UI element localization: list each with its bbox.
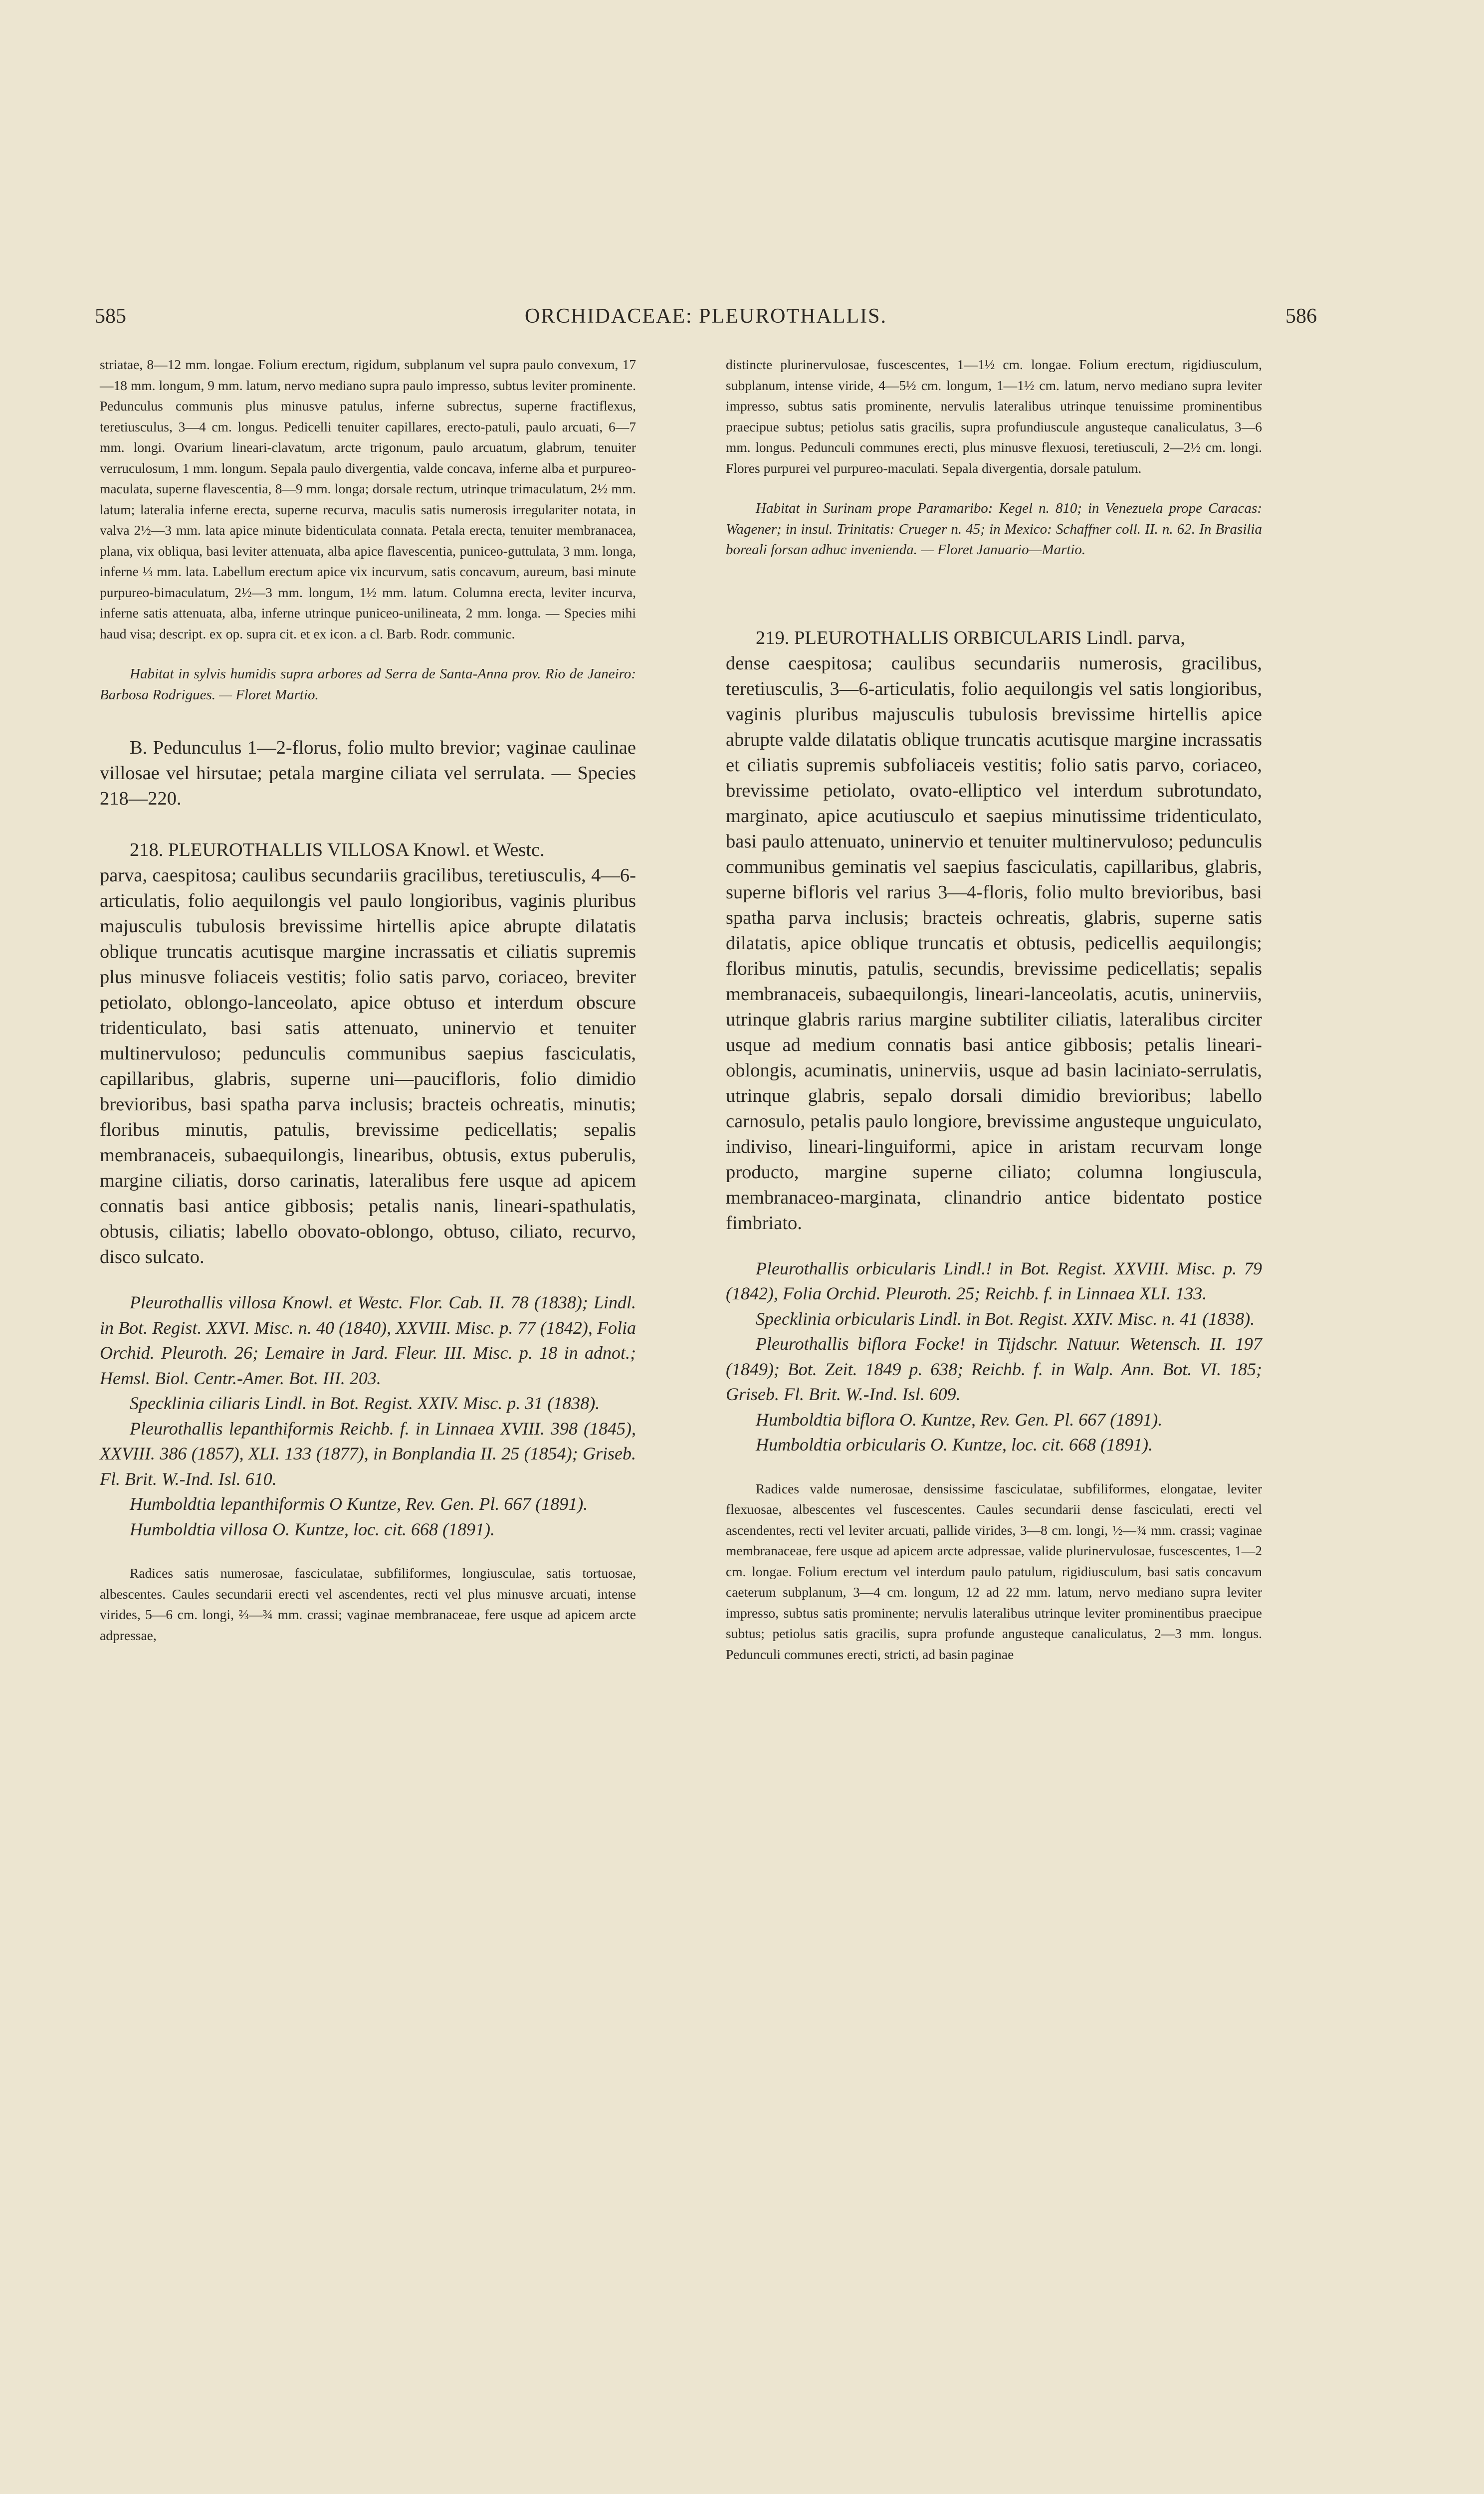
page-number-left: 585 — [95, 305, 126, 328]
species-219-heading-tail: parva, — [1137, 627, 1185, 648]
species-219-description: Radices valde numerosae, densissime fasciculatae, subfiliformes, elongatae, leviter flexuosae, albescentes vel fuscescentes. Caules secundarii dense fasciculati, erecti vel ascendentes, recti vel leviter arcuati, pallide virides, 3—8 cm. longi, ½—¾ mm. crassi; vaginae membranaceae, fere usque ad apicem arcte adpressae, valide plurinervulosae, fuscescentes, 1—2 cm. longae. Folium erectum vel interdum paulo patulum, rigidiusculum, basi satis concavum caeterum subplanum, 3—4 cm. longum, 12 ad 22 mm. latum, nervo mediano supra leviter impresso, subtus satis prominente; nervulis lateralibus utrinque leviter prominentibus praecipue subtus; petiolus satis gracilis, supra profunde angusteque canaliculatus, 2—3 mm. longus. Pedunculi communes erecti, stricti, ad basin paginae — [726, 1480, 1262, 1662]
species-218-heading: 218. PLEUROTHALLIS VILLOSA Knowl. et Westc. — [130, 839, 545, 860]
synonym: Specklinia ciliaris Lindl. in Bot. Regist. XXIV. Misc. p. 31 (1838). — [130, 1393, 600, 1413]
synonym: Pleurothallis biflora Focke! in Tijdschr. Natuur. Wetensch. II. 197 (1849); Bot. Zeit. 1849 p. 638; Reichb. f. in Walp. Ann. Bot. VI. 185; Griseb. Fl. Brit. W.-Ind. Isl. 609. — [726, 1334, 1262, 1404]
right-column — [726, 354, 1262, 1664]
synonym: Pleurothallis orbicularis Lindl.! in Bot. Regist. XXVIII. Misc. p. 79 (1842), Folia Orchid. Pleuroth. 25; Reichb. f. in Linnaea XLI. 133. — [726, 1258, 1262, 1303]
running-title: ORCHIDACEAE: PLEUROTHALLIS. — [525, 305, 887, 328]
species-219-name: 219. PLEUROTHALLIS ORBICULARIS Lindl. — [756, 627, 1133, 648]
left-column — [100, 354, 636, 1646]
synonym: Humboldtia orbicularis O. Kuntze, loc. cit. 668 (1891). — [756, 1435, 1153, 1455]
species-219-heading — [726, 625, 1262, 651]
synonym: Humboldtia lepanthiformis O Kuntze, Rev. Gen. Pl. 667 (1891). — [130, 1494, 588, 1514]
running-header — [95, 304, 1317, 334]
species-218-description: Radices satis numerosae, fasciculatae, subfiliformes, longiusculae, satis tortuosae, albescentes. Caules secundarii erecti vel ascendentes, recti vel plus minusve arcuati, intense virides, 5—6 cm. longi, ⅔—¾ mm. crassi; vaginae membranaceae, fere usque ad apicem arcte adpressae, — [100, 1565, 636, 1643]
synonym: Specklinia orbicularis Lindl. in Bot. Regist. XXIV. Misc. n. 41 (1838). — [756, 1308, 1255, 1329]
species-217-habitat: Habitat in sylvis humidis supra arbores ad Serra de Santa-Anna prov. Rio de Janeiro: Barbosa Rodrigues. — Floret Martio. — [100, 666, 636, 703]
synonym: Pleurothallis lepanthiformis Reichb. f. in Linnaea XVIII. 398 (1845), XXVIII. 386 (1857), XLI. 133 (1877), in Bonplandia II. 25 (1854); Griseb. Fl. Brit. W.-Ind. Isl. 610. — [100, 1418, 636, 1489]
group-b-key: B. Pedunculus 1—2-florus, folio multo brevior; vaginae caulinae villosae vel hirsutae; petala margine ciliata vel serrulata. — Species 218—220. — [100, 737, 636, 809]
species-219-diagnosis: dense caespitosa; caulibus secundariis numerosis, gracilibus, teretiusculis, 3—6-articulatis, folio aequilongis vel satis longioribus, vaginis pluribus majusculis tubulosis brevissime hirtellis apice abrupte valde dilatatis oblique truncatis acutisque margine incrassatis et ciliatis supremis subfoliaceis vestitis; folio satis parvo, coriaceo, brevissime petiolato, ovato-elliptico vel interdum subrotundato, marginato, apice acutiusculo et saepius minutissime tridenticulato, basi paulo attenuato, uninervio et tenuiter multinervuloso; pedunculis communibus geminatis vel saepius fasciculatis, capillaribus, glabris, superne bifloris vel rarius 3—4-floris, folio multo brevioribus, basi spatha parva inclusis; bracteis ochreatis, glabris, superne satis dilatatis, apice oblique truncatis et obtusis, pedicellis aequilongis; floribus minutis, patulis, secundis, brevissime pedicellatis; sepalis membranaceis, subaequilongis, lineari-lanceolatis, acutis, uninerviis, utrinque glabris rarius margine subtiliter ciliatis, lateralibus circiter usque ad medium connatis basi antice gibbosis; petalis lineari-oblongis, acuminatis, uninerviis, usque ad basin laciniato-serrulatis, utrinque glabris, sepalo dorsali dimidio brevioribus; labello carnosulo, petalis paulo longiore, brevissime angusteque unguiculato, indiviso, lineari-linguiformi, apice in aristam recurvam longe producto, margine superne ciliato; columna longiuscula, membranaceo-marginata, clinandrio antice bidentato postice fimbriato. — [726, 652, 1262, 1234]
synonym: Humboldtia villosa O. Kuntze, loc. cit. 668 (1891). — [130, 1519, 495, 1539]
synonym: Pleurothallis villosa Knowl. et Westc. Flor. Cab. II. 78 (1838); Lindl. in Bot. Regist. XXVI. Misc. n. 40 (1840), XXVIII. Misc. p. 77 (1842), Folia Orchid. Pleuroth. 26; Lemaire in Jard. Fleur. III. Misc. p. 18 in adnot.; Hemsl. Biol. Centr.-Amer. Bot. III. 203. — [100, 1292, 636, 1388]
species-217-description-continued: striatae, 8—12 mm. longae. Folium erectum, rigidum, subplanum vel supra paulo convexum, 17—18 mm. longum, 9 mm. latum, nervo mediano supra paulo impresso, subtus leviter prominente. Pedunculus communis plus minusve patulus, inferne subrectus, superne fractiflexus, teretiusculus, 3—4 cm. longus. Pedicelli tenuiter capillares, erecto-patuli, paulo arcuati, 6—7 mm. longi. Ovarium lineari-clavatum, arcte trigonum, paulo arcuatum, glabrum, tenuiter verruculosum, 1 mm. longum. Sepala paulo divergentia, valde concava, inferne alba et purpureo-maculata, superne flavescentia, 8—9 mm. longa; dorsale rectum, utrinque trimaculatum, 2½ mm. latum; lateralia inferne erecta, superne recurva, maculis satis numerosis irregulariter notata, in valva 2½—3 mm. lata apice minute bidenticulata connata. Petala erecta, tenuiter membranacea, plana, vix obliqua, basi leviter attenuata, alba apice flavescentia, puniceo-guttulata, 3 mm. longa, inferne ⅓ mm. lata. Labellum erectum apice vix incurvum, satis concavum, aureum, basi minute purpureo-bimaculatum, 2½—3 mm. longum, 1½ mm. latum. Columna erecta, leviter incurva, inferne satis attenuata, alba, inferne utrinque puniceo-unilineata, 2 mm. longa. — Species mihi haud visa; descript. ex op. supra cit. et ex icon. a cl. Barb. Rodr. communic. — [100, 357, 636, 641]
species-218-diagnosis: parva, caespitosa; caulibus secundariis gracilibus, teretiusculis, 4—6-articulatis, folio aequilongis vel paulo longioribus, vaginis pluribus majusculis tubulosis brevissime hirtellis apice abrupte dilatatis oblique truncatis acutisque margine incrassatis et ciliatis supremis plus minusve foliaceis vestitis; folio satis parvo, coriaceo, breviter petiolato, oblongo-lanceolato, apice obtuso et interdum obscure tridenticulato, basi satis attenuato, uninervio et tenuiter multinervuloso; pedunculis communibus saepius fasciculatis, capillaribus, glabris, superne uni—paucifloris, folio dimidio brevioribus, basi spatha parva inclusis; bracteis ochreatis, minutis; floribus minutis, patulis, brevissime pedicellatis; sepalis membranaceis, subaequilongis, linearibus, obtusis, extus puberulis, margine ciliatis, dorso carinatis, lateralibus fere usque ad apicem connatis basi antice gibbosis; petalis nanis, lineari-spathulatis, obtusis, ciliatis; labello obovato-oblongo, obtuso, ciliato, recurvo, disco sulcato. — [100, 865, 636, 1267]
species-218-description-continued: distincte plurinervulosae, fuscescentes, 1—1½ cm. longae. Folium erectum, rigidiusculum, subplanum, intense viride, 4—5½ cm. longum, 1—1½ cm. latum, nervo mediano supra leviter impresso, subtus satis prominente, nervulis lateralibus utrinque tenuissime prominentibus praecipue subtus; petiolus satis gracilis, supra profundiuscule angusteque canaliculatus, 3—6 mm. longus. Pedunculi communes erecti, plus minusve flexuosi, teretiusculi, 2—2½ cm. longi. Flores purpurei vel purpureo-maculati. Sepala divergentia, dorsale patulum. — [726, 357, 1262, 476]
synonym: Humboldtia biflora O. Kuntze, Rev. Gen. Pl. 667 (1891). — [756, 1409, 1163, 1430]
page-number-right: 586 — [1285, 305, 1317, 328]
species-218-habitat: Habitat in Surinam prope Paramaribo: Kegel n. 810; in Venezuela prope Caracas: Wagener; in insul. Trinitatis: Crueger n. 45; in Mexico: Schaffner coll. II. n. 62. In Brasilia boreali forsan adhuc invenienda. — Floret Januario—Martio. — [726, 500, 1262, 558]
